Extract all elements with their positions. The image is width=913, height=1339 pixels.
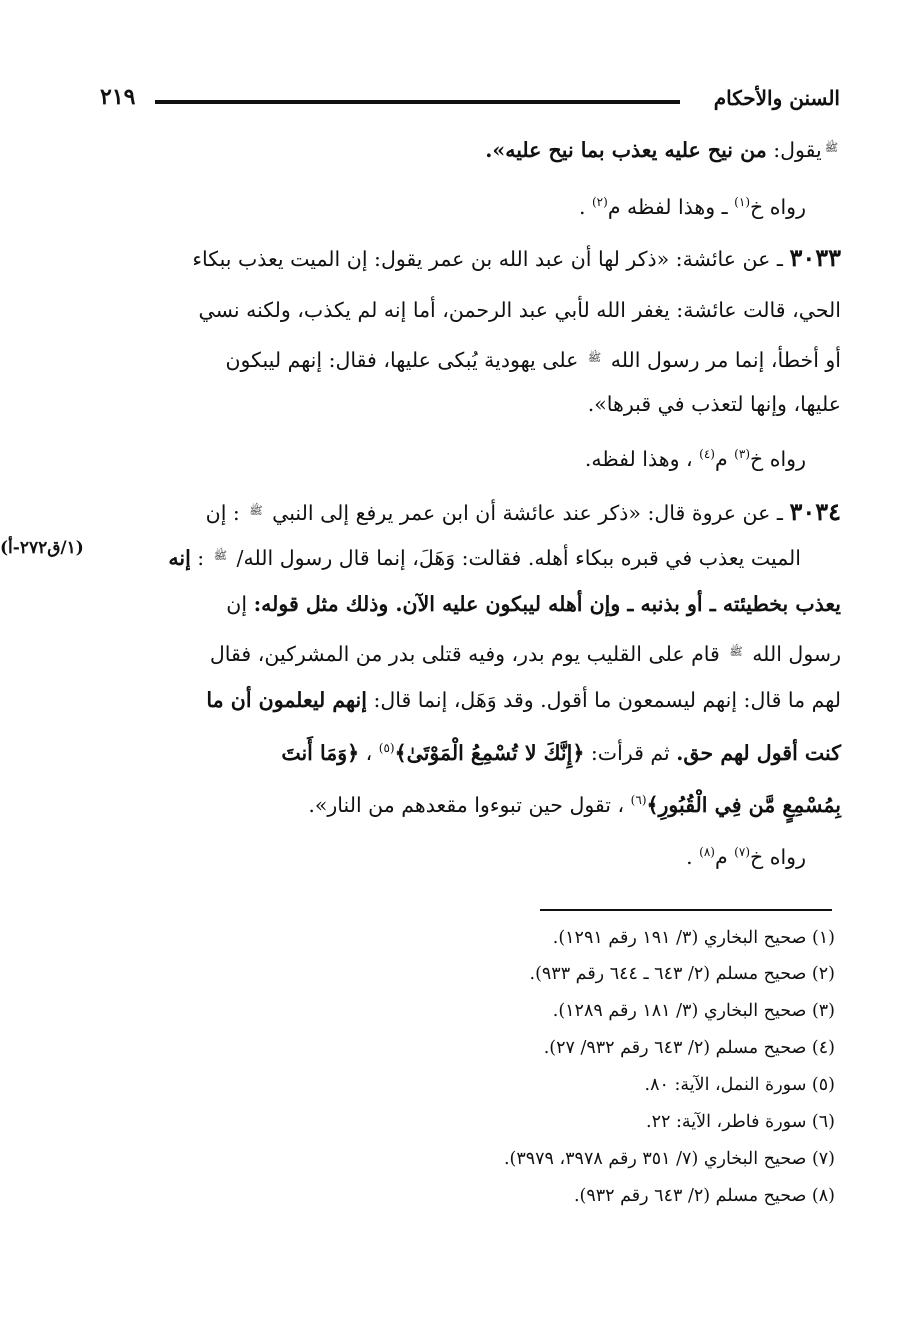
footnote: (٦) سورة فاطر، الآية: ٢٢. [646,1112,835,1132]
source-line: رواه خ$^{(٧)}$ م$^{(٨)}$ . [686,845,806,869]
quran-quote: ﴿وَمَا أَنتَ [281,741,360,765]
footnote: (٢) صحيح مسلم (٢/ ٦٤٣ ـ ٦٤٤ رقم ٩٣٣). [529,964,835,984]
footnote-ref: (٨) [699,845,715,859]
source-line: رواه خ$^{(١)}$ ـ وهذا لفظه م$^{(٢)}$ . [578,195,806,219]
hadith-number: ٣٠٣٤ [789,497,841,526]
source-line: رواه خ$^{(٣)}$ م$^{(٤)}$ ، وهذا لفظه. [584,447,806,471]
hadith-3033-line-3: أو أخطأ، إنما مر رسول الله $^ﷺ$ على يهودية يُبكى عليها، فقال: إنهم ليبكون [225,348,841,372]
salla-icon: ﷺ [729,645,743,658]
footnote: (٨) صحيح مسلم (٢/ ٦٤٣ رقم ٩٣٢). [573,1186,835,1206]
hadith-3033-line-2: الحي، قالت عائشة: يغفر الله لأبي عبد الرحمن، أما إنه لم يكذب، ولكنه نسي [198,298,841,322]
salla-icon: ﷺ [213,549,228,562]
footnote-ref: (٦) [630,793,647,807]
hadith-3034-line-3: يعذب بخطيئته ـ أو بذنبه ـ وإن أهله ليبكون عليه الآن. وذلك مثل قوله: إن [226,592,841,616]
footnote: (٣) صحيح البخاري (٣/ ١٨١ رقم ١٢٨٩). [552,1001,835,1021]
salla-icon: ﷺ [824,141,838,154]
footnote: (٧) صحيح البخاري (٧/ ٣٥١ رقم ٣٩٧٨، ٣٩٧٩). [503,1149,835,1169]
footnote-ref: (٢) [591,195,608,209]
hadith-3034-line-5: لهم ما قال: إنهم ليسمعون ما أقول. وقد وَهَل، إنما قال: إنهم ليعلمون أن ما [206,688,841,712]
manuscript-margin-ref: (١/ق٢٧٢-أ) [0,538,84,558]
footnote: (٥) سورة النمل، الآية: ٨٠. [644,1075,835,1095]
page-number: ٢١٩ [100,84,136,110]
hadith-3033-line-4: عليها، وإنها لتعذب في قبرها». [587,392,841,416]
hadith-3033-line-1: ٣٠٣٣ ـ عن عائشة: «ذكر لها أن عبد الله بن عمر يقول: إن الميت يعذب ببكاء [192,243,841,272]
footnote: (١) صحيح البخاري (٣/ ١٩١ رقم ١٢٩١). [552,928,835,948]
text-line: $^ﷺ$يقول: من نيح عليه يعذب بما نيح عليه». [485,138,838,162]
page-header [100,82,840,122]
running-title: السنن والأحكام [713,86,840,110]
salla-icon: ﷺ [249,504,263,517]
footnote-ref: (١) [734,195,750,209]
footnote-rule [540,909,832,911]
footnote-ref: (٤) [699,447,715,461]
hadith-3034-line-2: الميت يعذب في قبره ببكاء أهله. فقالت: وَهَلَ، إنما قال رسول الله/ $^ﷺ$ : إنه [168,546,801,570]
footnote-ref: (٥) [378,741,395,755]
quran-quote: ﴿إِنَّكَ لا تُسْمِعُ الْمَوْتَىٰ﴾ [394,741,585,765]
footnote-ref: (٣) [734,447,750,461]
hadith-number: ٣٠٣٣ [789,243,841,272]
hadith-3034-line-4: رسول الله $^ﷺ$ قام على القليب يوم بدر، وفيه قتلى بدر من المشركين، فقال [209,642,841,666]
hadith-3034-line-7: بِمُسْمِعٍ مَّن فِي الْقُبُورِ﴾$^{(٦)}$ ، تقول حين تبوءوا مقعدهم من النار». [308,793,841,817]
footnote: (٤) صحيح مسلم (٢/ ٦٤٣ رقم ٩٣٢/ ٢٧). [543,1038,835,1058]
salla-icon: ﷺ [587,351,602,364]
quran-quote: بِمُسْمِعٍ مَّن فِي الْقُبُورِ﴾ [646,793,841,817]
hadith-3034-line-6: كنت أقول لهم حق. ثم قرأت: ﴿إِنَّكَ لا تُسْمِعُ الْمَوْتَىٰ﴾$^{(٥)}$ ، ﴿وَمَا أَنتَ [281,741,841,765]
hadith-3034-line-1: ٣٠٣٤ ـ عن عروة قال: «ذكر عند عائشة أن ابن عمر يرفع إلى النبي $^ﷺ$ : إن [205,497,841,526]
header-rule [155,100,680,104]
footnote-ref: (٧) [734,845,750,859]
